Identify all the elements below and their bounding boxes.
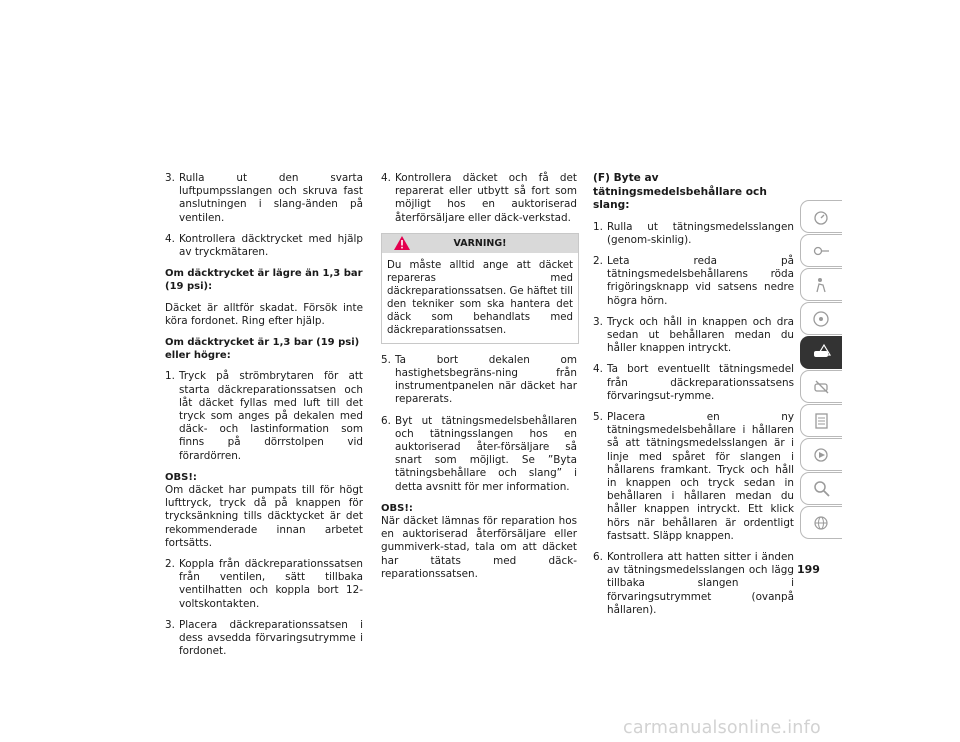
checklist-icon (812, 411, 832, 431)
list-item-number: 3. (165, 618, 175, 631)
list-item-text: Tryck och håll in knappen och dra sedan ut behållaren medan du håller knappen intryckt. (607, 315, 794, 355)
heading-low-pressure: Om däcktrycket är lägre än 1,3 bar (19 psi): (165, 268, 363, 293)
languages-icon (812, 513, 832, 533)
note-label: OBS!: (165, 471, 197, 483)
chapter-tab[interactable] (800, 302, 842, 335)
list-item-text: Placera däckreparationssatsen i dess avsedda förvaringsutrymme i fordonet. (179, 618, 363, 658)
list-item-number: 4. (165, 232, 175, 245)
car-key-icon (812, 241, 832, 261)
page-number: 199 (797, 563, 820, 576)
list-item-text: Kontrollera däcket och få det reparerat eller utbytt så fort som möjligt hos en auktoriserad återförsäljare eller däck-verkstad. (395, 172, 577, 224)
chapter-tabs (800, 200, 842, 540)
list-item-text: Ta bort eventuellt tätningsmedel från däckreparationssatsens förvaringsut-rymme. (607, 363, 794, 402)
chapter-tab[interactable] (800, 336, 842, 369)
list-item (165, 619, 363, 659)
list-item-text: Byt ut tätningsmedelsbehållaren och tätningsslangen hos en auktoriserad åter-försäljare så snart som möjligt. Se ”Byta tätningsbehållare och slang” i detta avsnitt för mer information. (395, 414, 577, 493)
list-item (165, 558, 363, 611)
car-service-tools-icon (812, 377, 832, 397)
note-text: När däcket lämnas för reparation hos en auktoriserad återförsäljare eller gummiverk-stad, tala om att däcket har tätats med däck-reparationssatsen. (381, 515, 577, 580)
list-item (593, 551, 794, 617)
list-item (593, 411, 794, 543)
list-item-number: 2. (165, 558, 175, 571)
warning-box (381, 233, 579, 344)
media-icon (812, 445, 832, 465)
list-item (381, 415, 577, 494)
list-item-text: Placera en ny tätningsmedelsbehållare i hållaren så att tätningsmedelsslangen är i linje med spåret för slangen i hållarens framkant. Tryck och håll in knappen och tryck sedan in behållaren i hållaren medan du håller knappen intryckt. Ett klick hörs när behållaren är ordentligt fastsatt. Släpp knappen. (607, 410, 794, 542)
car-airbag-icon (812, 275, 832, 295)
step-list (165, 172, 363, 259)
chapter-tab[interactable] (800, 404, 842, 437)
warning-header (382, 234, 578, 253)
step-list (381, 172, 577, 225)
list-item-text: Koppla från däckreparationssatsen från ventilen, sätt tillbaka ventilhatten och koppla bort 12-voltskontakten. (179, 558, 363, 610)
list-item-text: Rulla ut tätningsmedelsslangen (genom-skinlig). (607, 220, 794, 246)
car-dashboard-icon (812, 207, 832, 227)
note-text: Om däcket har pumpats till för högt lufttryck, tryck då på knappen för trycksänkning tills däcktycket är det rekommenderade innan arbetet fortsätts. (165, 484, 363, 549)
step-list (165, 370, 363, 462)
warning-triangle-icon (394, 236, 410, 250)
column-3 (593, 172, 794, 625)
list-item-number: 4. (381, 172, 391, 184)
chapter-tab[interactable] (800, 200, 842, 233)
list-item-number: 6. (381, 414, 391, 427)
steering-wheel-icon (812, 309, 832, 329)
step-list (165, 558, 363, 658)
column-2 (381, 172, 577, 589)
list-item (593, 221, 794, 247)
list-item-text: Kontrollera att hatten sitter i änden av tätningsmedelsslangen och lägg tillbaka slangen i förvaringsutrymmet (ovanpå hållaren). (607, 550, 794, 616)
chapter-tab[interactable] (800, 472, 842, 505)
chapter-tab[interactable] (800, 506, 842, 539)
list-item-number: 3. (593, 315, 603, 328)
note-label: OBS!: (381, 502, 413, 514)
list-item-text: Ta bort dekalen om hastighetsbegräns-ning från instrumentpanelen när däcket har reparerats. (395, 353, 577, 406)
warning-text: Du måste alltid ange att däcket repareras med däckreparationssatsen. Ge häftet till den tekniker som ska hantera det däck som behandlats med däckreparationssatsen. (387, 259, 573, 336)
list-item-number: 4. (593, 363, 603, 376)
chapter-tab[interactable] (800, 268, 842, 301)
chapter-tab[interactable] (800, 370, 842, 403)
list-item (165, 233, 363, 259)
list-item-number: 2. (593, 254, 603, 267)
list-item (593, 316, 794, 356)
section-heading: (F) Byte av tätningsmedelsbehållare och slang: (593, 172, 767, 211)
step-list (381, 354, 577, 494)
list-item-number: 6. (593, 550, 603, 563)
chapter-tab[interactable] (800, 438, 842, 471)
list-item-number: 3. (165, 172, 175, 184)
list-item (165, 172, 363, 225)
chapter-tab[interactable] (800, 234, 842, 267)
list-item-text: Leta reda på tätningsmedelsbehållarens röda frigöringsknapp vid satsens nedre högra hörn. (607, 254, 794, 307)
watermark: carmanualsonline.info (623, 718, 821, 738)
list-item (381, 354, 577, 407)
warning-title: VARNING! (453, 237, 507, 249)
column-1 (165, 172, 363, 667)
paragraph-low-pressure: Däcket är alltför skadat. Försök inte köra fordonet. Ring efter hjälp. (165, 301, 363, 327)
list-item (593, 255, 794, 308)
list-item-text: Kontrollera däcktrycket med hjälp av tryckmätaren. (179, 232, 363, 259)
list-item-number: 5. (593, 410, 603, 423)
list-item-number: 5. (381, 353, 391, 366)
list-item-number: 1. (593, 220, 603, 233)
warning-car-icon (812, 343, 832, 363)
list-item (165, 370, 363, 462)
list-item (593, 363, 794, 403)
list-item-text: Rulla ut den svarta luftpumpsslangen och skruva fast anslutningen i slang-änden på ventilen. (179, 172, 363, 224)
step-list (593, 221, 794, 617)
search-index-icon (812, 479, 832, 499)
list-item-number: 1. (165, 370, 175, 383)
list-item-text: Tryck på strömbrytaren för att starta däckreparationssatsen och låt däcket fyllas med luft till det tryck som anges på dekalen med däck- och lastinformation som finns på dörrstolpen vid förardörren. (179, 370, 363, 462)
list-item (381, 172, 577, 225)
heading-high-pressure: Om däcktrycket är 1,3 bar (19 psi) eller högre: (165, 337, 360, 362)
